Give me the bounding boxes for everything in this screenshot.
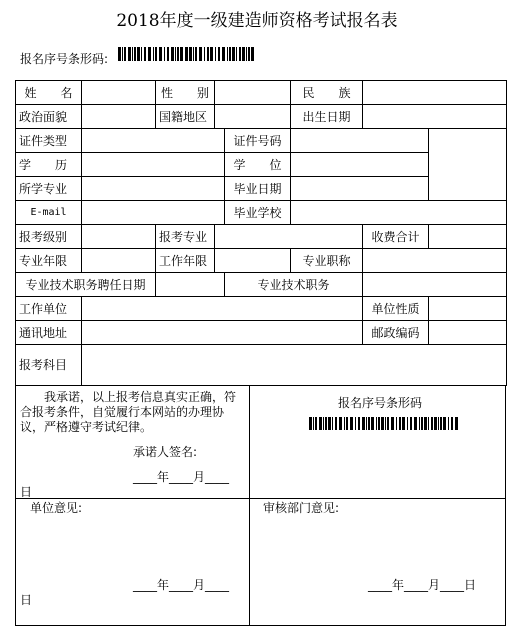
name-label: 姓 名	[16, 81, 82, 105]
exam-level-value[interactable]	[82, 225, 156, 249]
grad-date-value[interactable]	[291, 177, 429, 201]
id-number-label: 证件号码	[225, 129, 291, 153]
unit-opinion-day: 日	[20, 593, 33, 607]
work-unit-label: 工作单位	[16, 297, 82, 321]
postcode-label: 邮政编码	[363, 321, 429, 345]
major-value[interactable]	[82, 177, 225, 201]
top-barcode-image	[118, 47, 256, 61]
work-unit-value[interactable]	[82, 297, 363, 321]
political-value[interactable]	[82, 105, 156, 129]
email-value[interactable]	[82, 201, 225, 225]
barcode-label: 报名序号条形码:	[20, 52, 109, 66]
work-years-label: 工作年限	[156, 249, 215, 273]
unit-opinion-date-line[interactable]: ____年____月____	[133, 578, 230, 592]
degree-value[interactable]	[291, 153, 429, 177]
title-label: 专业职称	[291, 249, 363, 273]
postcode-value[interactable]	[429, 321, 507, 345]
political-label: 政治面貌	[16, 105, 82, 129]
school-label: 毕业学校	[225, 201, 291, 225]
review-opinion-date-line[interactable]: ____年____月____日	[368, 578, 477, 592]
signature-section	[15, 386, 506, 626]
exam-level-label: 报考级别	[16, 225, 82, 249]
address-label: 通讯地址	[16, 321, 82, 345]
birthdate-value[interactable]	[363, 105, 507, 129]
gender-label: 性 别	[156, 81, 215, 105]
title-value[interactable]	[363, 249, 507, 273]
address-value[interactable]	[82, 321, 363, 345]
ethnicity-value[interactable]	[363, 81, 507, 105]
exam-major-label: 报考专业	[156, 225, 215, 249]
nationality-label: 国籍地区	[156, 105, 215, 129]
photo-box	[429, 129, 507, 201]
nationality-value[interactable]	[215, 105, 291, 129]
pledge-line-2: 合报考条件，自觉履行本网站的办理协	[20, 405, 225, 419]
ethnicity-label: 民 族	[291, 81, 363, 105]
name-value[interactable]	[82, 81, 156, 105]
pledge-line-1: 我承诺，以上报考信息真实正确，符	[20, 390, 237, 404]
grad-date-label: 毕业日期	[225, 177, 291, 201]
school-value[interactable]	[291, 201, 507, 225]
box-barcode-image	[309, 417, 459, 430]
exam-major-value[interactable]	[215, 225, 363, 249]
major-years-value[interactable]	[82, 249, 156, 273]
applicant-info-table	[15, 80, 507, 386]
pledge-day: 日	[20, 485, 33, 499]
major-label: 所学专业	[16, 177, 82, 201]
appoint-date-label: 专业技术职务聘任日期	[16, 273, 156, 297]
signer-label: 承诺人签名:	[133, 445, 198, 459]
barcode-box-label: 报名序号条形码	[338, 396, 423, 410]
subjects-value[interactable]	[82, 345, 507, 386]
review-opinion-label: 审核部门意见:	[263, 501, 340, 515]
pledge-date-line[interactable]: ____年____月____	[133, 470, 230, 484]
id-number-value[interactable]	[291, 129, 429, 153]
tech-post-value[interactable]	[363, 273, 507, 297]
unit-nature-value[interactable]	[429, 297, 507, 321]
id-type-label: 证件类型	[16, 129, 82, 153]
education-value[interactable]	[82, 153, 225, 177]
email-label: E-mail	[16, 201, 82, 225]
major-years-label: 专业年限	[16, 249, 82, 273]
unit-nature-label: 单位性质	[363, 297, 429, 321]
birthdate-label: 出生日期	[291, 105, 363, 129]
form-title: 2018年度一级建造师资格考试报名表	[116, 11, 398, 31]
gender-value[interactable]	[215, 81, 291, 105]
appoint-date-value[interactable]	[156, 273, 225, 297]
unit-opinion-label: 单位意见:	[30, 501, 83, 515]
id-type-value[interactable]	[82, 129, 225, 153]
tech-post-label: 专业技术职务	[225, 273, 363, 297]
degree-label: 学 位	[225, 153, 291, 177]
work-years-value[interactable]	[215, 249, 291, 273]
subjects-label: 报考科目	[16, 345, 82, 386]
education-label: 学 历	[16, 153, 82, 177]
pledge-line-3: 议，严格遵守考试纪律。	[20, 420, 153, 434]
fee-total-value[interactable]	[429, 225, 507, 249]
fee-total-label: 收费合计	[363, 225, 429, 249]
